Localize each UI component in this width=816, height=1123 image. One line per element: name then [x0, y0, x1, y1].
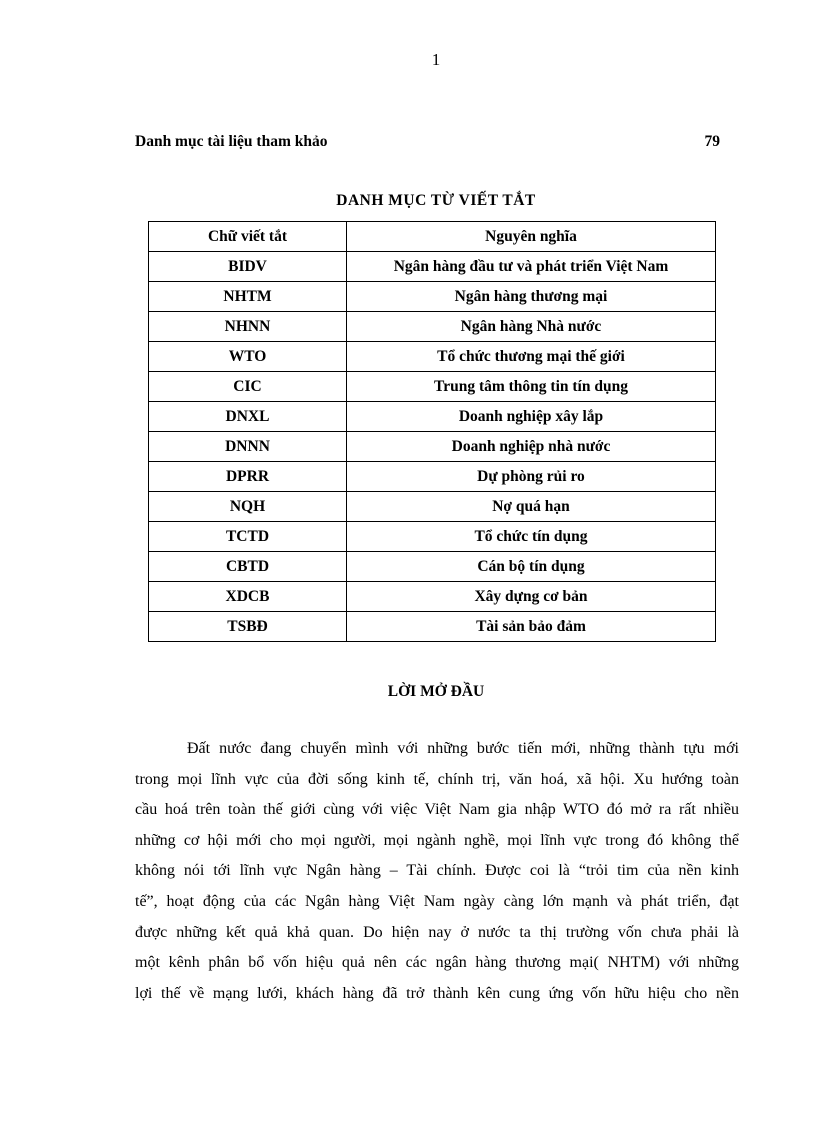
abbreviation-cell: XDCB [149, 582, 347, 612]
paragraph-line: một kênh phân bổ vốn hiệu quả nên các ngân hàng thương mại( NHTM) với những [135, 954, 739, 972]
paragraph-line: tế”, hoạt động của các Ngân hàng Việt Nam ngày càng lớn mạnh và phát triển, đạt [135, 892, 739, 910]
meaning-cell: Trung tâm thông tin tín dụng [347, 372, 716, 402]
toc-entry-page: 79 [704, 133, 720, 150]
meaning-cell: Tổ chức tín dụng [347, 522, 716, 552]
paragraph-line: Đất nước đang chuyển mình với những bước tiến mới, những thành tựu mới [187, 740, 739, 757]
paragraph-line: những cơ hội mới cho mọi người, mọi ngành nghề, mọi lĩnh vực trong đó không thể [135, 831, 739, 849]
toc-entry-references [135, 133, 720, 151]
introduction-title: LỜI MỞ ĐẦU [387, 683, 485, 700]
table-row [149, 552, 716, 582]
introduction-paragraph [135, 734, 739, 1009]
abbreviation-cell: TCTD [149, 522, 347, 552]
table-row [149, 252, 716, 282]
header-meaning: Nguyên nghĩa [347, 222, 716, 252]
table-row [149, 372, 716, 402]
table-header-row [149, 222, 716, 252]
meaning-cell: Doanh nghiệp nhà nước [347, 432, 716, 462]
meaning-cell: Nợ quá hạn [347, 492, 716, 522]
meaning-cell: Ngân hàng Nhà nước [347, 312, 716, 342]
table-row [149, 312, 716, 342]
abbreviation-cell: DNNN [149, 432, 347, 462]
meaning-cell: Ngân hàng đầu tư và phát triển Việt Nam [347, 252, 716, 282]
abbreviations-table [148, 221, 716, 642]
meaning-cell: Ngân hàng thương mại [347, 282, 716, 312]
table-row [149, 582, 716, 612]
paragraph-line: lợi thế về mạng lưới, khách hàng đã trở thành kên cung ứng vốn hữu hiệu cho nền [135, 984, 739, 1002]
abbreviation-cell: DNXL [149, 402, 347, 432]
table-row [149, 612, 716, 642]
meaning-cell: Tổ chức thương mại thế giới [347, 342, 716, 372]
meaning-cell: Tài sản bảo đảm [347, 612, 716, 642]
abbreviation-cell: DPRR [149, 462, 347, 492]
paragraph-line: cầu hoá trên toàn thế giới cùng với việc Việt Nam gia nhập WTO đó mở ra rất nhiều [135, 801, 739, 819]
toc-entry-label: Danh mục tài liệu tham khảo [135, 133, 328, 150]
abbreviation-cell: NHTM [149, 282, 347, 312]
paragraph-line: trong mọi lĩnh vực của đời sống kinh tế, chính trị, văn hoá, xã hội. Xu hướng toàn [135, 770, 739, 788]
paragraph-line: không nói tới lĩnh vực Ngân hàng – Tài chính. Được coi là “trỏi tim của nền kinh [135, 862, 739, 880]
abbreviation-cell: WTO [149, 342, 347, 372]
abbreviation-cell: CIC [149, 372, 347, 402]
header-abbreviation: Chữ viết tắt [149, 222, 347, 252]
meaning-cell: Cán bộ tín dụng [347, 552, 716, 582]
meaning-cell: Doanh nghiệp xây lắp [347, 402, 716, 432]
abbreviation-cell: CBTD [149, 552, 347, 582]
table-row [149, 462, 716, 492]
abbreviation-cell: NQH [149, 492, 347, 522]
abbreviation-cell: BIDV [149, 252, 347, 282]
table-row [149, 432, 716, 462]
meaning-cell: Dự phòng rủi ro [347, 462, 716, 492]
meaning-cell: Xây dựng cơ bản [347, 582, 716, 612]
paragraph-line: được những kết quả khả quan. Do hiện nay ở nước ta thị trường vốn chưa phải là [135, 923, 739, 941]
table-row [149, 522, 716, 552]
table-row [149, 402, 716, 432]
page-number: 1 [431, 50, 441, 69]
table-row [149, 282, 716, 312]
abbreviation-cell: NHNN [149, 312, 347, 342]
abbreviation-cell: TSBĐ [149, 612, 347, 642]
abbreviations-title: DANH MỤC TỪ VIẾT TẮT [336, 192, 536, 209]
table-row [149, 492, 716, 522]
table-row [149, 342, 716, 372]
